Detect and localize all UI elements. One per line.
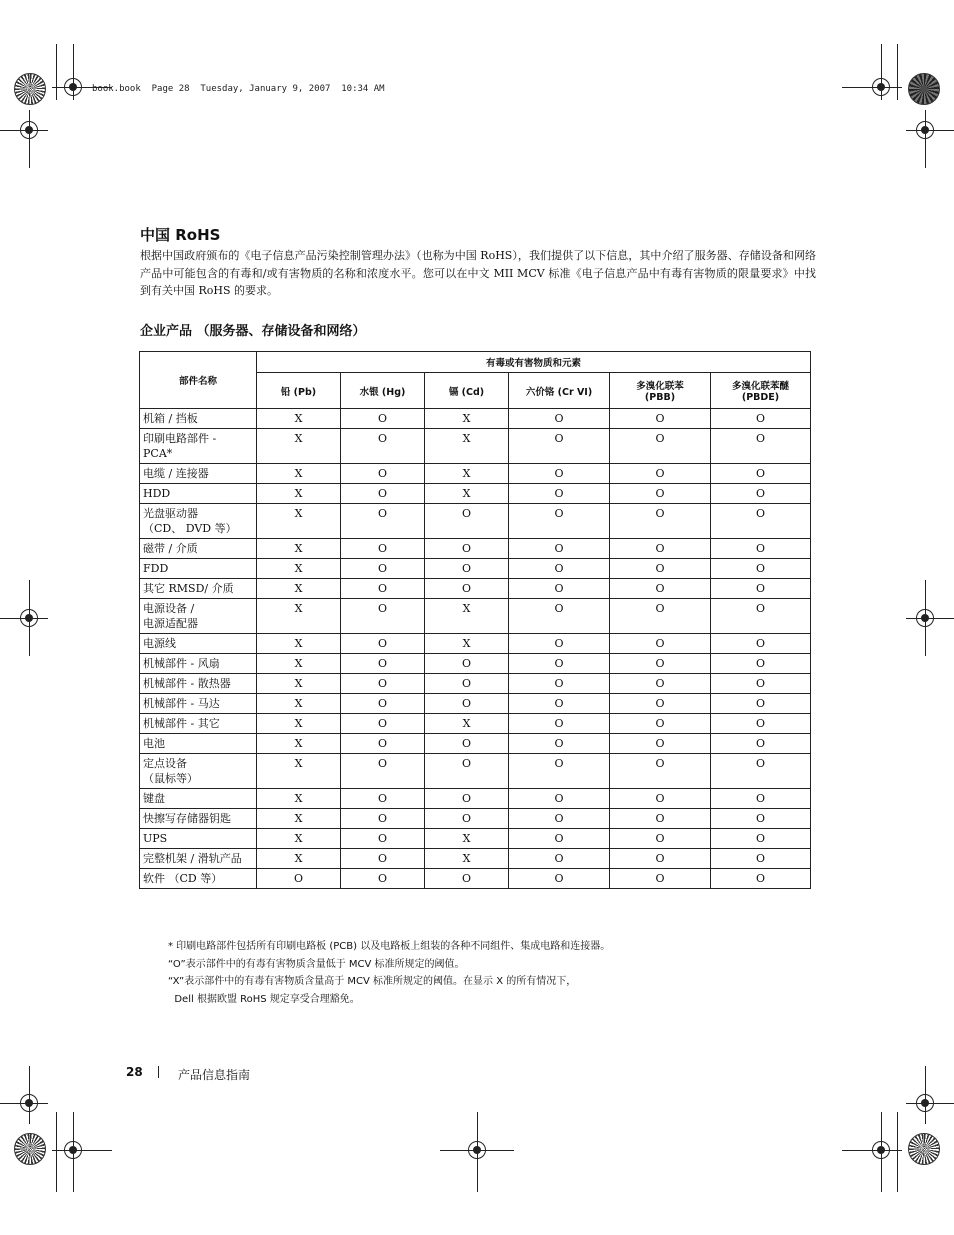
substance-value-cell: X <box>257 734 341 754</box>
substance-value-cell: O <box>711 429 811 464</box>
substance-value-cell: O <box>711 654 811 674</box>
substance-column-header: 铅 (Pb) <box>257 373 341 409</box>
substance-value-cell: O <box>257 869 341 889</box>
substance-value-cell: O <box>341 504 425 539</box>
substance-value-cell: O <box>341 829 425 849</box>
substance-value-cell: O <box>509 694 610 714</box>
substance-value-cell: O <box>341 734 425 754</box>
registration-wheel-icon <box>908 73 940 105</box>
table-row <box>140 734 811 754</box>
table-row <box>140 754 811 789</box>
substance-value-cell: O <box>425 674 509 694</box>
substance-column-header: 水银 (Hg) <box>341 373 425 409</box>
substance-value-cell: O <box>711 754 811 789</box>
substance-value-cell: O <box>610 409 711 429</box>
substance-value-cell: X <box>257 579 341 599</box>
print-header: book.book Page 28 Tuesday, January 9, 2007 10:34 AM <box>92 84 385 94</box>
footnote: “X”表示部件中的有毒有害物质含量高于 MCV 标准所规定的阈值。在显示 X 的所有情况下， <box>168 976 577 987</box>
table-row <box>140 694 811 714</box>
substance-value-cell: O <box>711 789 811 809</box>
substance-value-cell: O <box>425 809 509 829</box>
substance-value-cell: O <box>341 409 425 429</box>
footer-title: 产品信息指南 <box>178 1068 251 1082</box>
substance-value-cell: O <box>610 504 711 539</box>
registration-wheel-icon <box>14 73 46 105</box>
substance-value-cell: O <box>425 539 509 559</box>
footnotes <box>168 938 610 1008</box>
substance-value-cell: O <box>341 559 425 579</box>
substance-value-cell: O <box>341 789 425 809</box>
part-name-cell: FDD <box>140 559 257 579</box>
substance-value-cell: O <box>509 634 610 654</box>
substance-value-cell: O <box>425 869 509 889</box>
substance-value-cell: O <box>711 409 811 429</box>
substance-value-cell: X <box>257 634 341 654</box>
substance-value-cell: O <box>341 869 425 889</box>
part-name-cell: 键盘 <box>140 789 257 809</box>
substance-value-cell: O <box>711 504 811 539</box>
substance-column-header: 六价铬 (Cr VI) <box>509 373 610 409</box>
footnote: Dell 根据欧盟 RoHS 规定享受合理豁免。 <box>168 993 360 1005</box>
table-row <box>140 789 811 809</box>
page-number: 28 <box>126 1065 143 1079</box>
substance-value-cell: O <box>341 634 425 654</box>
part-name-cell: UPS <box>140 829 257 849</box>
substance-value-cell: O <box>610 654 711 674</box>
substance-value-cell: X <box>257 789 341 809</box>
substance-value-cell: O <box>425 789 509 809</box>
substance-value-cell: O <box>341 539 425 559</box>
part-name-cell: 电池 <box>140 734 257 754</box>
substance-value-cell: O <box>509 754 610 789</box>
substance-value-cell: O <box>425 559 509 579</box>
substance-value-cell: O <box>711 829 811 849</box>
substance-value-cell: O <box>509 809 610 829</box>
substance-value-cell: O <box>610 734 711 754</box>
table-row <box>140 504 811 539</box>
substance-value-cell: O <box>509 654 610 674</box>
part-name-cell: 磁带 / 介质 <box>140 539 257 559</box>
section-title: 中国 RoHS <box>140 226 221 244</box>
substance-value-cell: X <box>257 559 341 579</box>
substance-value-cell: O <box>610 829 711 849</box>
part-name-cell: 电源线 <box>140 634 257 654</box>
substance-value-cell: O <box>509 714 610 734</box>
substance-value-cell: O <box>610 849 711 869</box>
substance-value-cell: O <box>509 464 610 484</box>
substance-value-cell: O <box>509 599 610 634</box>
table-row <box>140 579 811 599</box>
substance-value-cell: X <box>425 849 509 869</box>
substance-value-cell: X <box>425 714 509 734</box>
table-row <box>140 829 811 849</box>
substance-value-cell: O <box>341 579 425 599</box>
substance-value-cell: O <box>711 714 811 734</box>
substance-value-cell: O <box>711 674 811 694</box>
substance-value-cell: O <box>711 484 811 504</box>
part-name-cell: 快擦写存储器钥匙 <box>140 809 257 829</box>
table-row <box>140 559 811 579</box>
substance-value-cell: O <box>341 754 425 789</box>
substance-value-cell: O <box>610 809 711 829</box>
registration-wheel-icon <box>14 1133 46 1165</box>
substance-value-cell: O <box>509 539 610 559</box>
table-row <box>140 464 811 484</box>
part-name-header: 部件名称 <box>140 352 257 409</box>
substance-value-cell: O <box>509 869 610 889</box>
footer-divider <box>158 1066 159 1078</box>
substance-value-cell: O <box>341 849 425 869</box>
rohs-table <box>139 351 811 889</box>
part-name-cell: 机箱 / 挡板 <box>140 409 257 429</box>
substance-value-cell: O <box>711 579 811 599</box>
substance-value-cell: O <box>425 504 509 539</box>
substance-value-cell: O <box>711 734 811 754</box>
substance-value-cell: O <box>711 464 811 484</box>
substance-value-cell: O <box>509 849 610 869</box>
substance-value-cell: X <box>425 829 509 849</box>
substance-value-cell: O <box>425 654 509 674</box>
substance-value-cell: O <box>711 694 811 714</box>
part-name-cell: 机械部件 - 马达 <box>140 694 257 714</box>
substance-value-cell: O <box>711 634 811 654</box>
table-row <box>140 484 811 504</box>
part-name-cell: 电缆 / 连接器 <box>140 464 257 484</box>
substance-value-cell: O <box>509 484 610 504</box>
substance-value-cell: O <box>610 789 711 809</box>
substance-value-cell: O <box>610 754 711 789</box>
substance-value-cell: X <box>257 484 341 504</box>
part-name-cell: 软件 （CD 等） <box>140 869 257 889</box>
substance-value-cell: X <box>425 599 509 634</box>
substance-value-cell: X <box>257 754 341 789</box>
part-name-cell: 机械部件 - 其它 <box>140 714 257 734</box>
part-name-cell: 完整机架 / 滑轨产品 <box>140 849 257 869</box>
substance-value-cell: O <box>341 429 425 464</box>
substance-value-cell: O <box>610 714 711 734</box>
substance-value-cell: X <box>257 504 341 539</box>
substance-value-cell: X <box>425 409 509 429</box>
substance-value-cell: O <box>509 504 610 539</box>
substance-value-cell: X <box>257 829 341 849</box>
substance-value-cell: O <box>425 754 509 789</box>
footnote: “O”表示部件中的有毒有害物质含量低于 MCV 标准所规定的阈值。 <box>168 958 465 970</box>
footnote: * 印刷电路部件包括所有印刷电路板 (PCB) 以及电路板上组装的各种不同组件、集成电路和连接器。 <box>168 941 611 952</box>
table-row <box>140 599 811 634</box>
substance-value-cell: O <box>341 809 425 829</box>
registration-wheel-icon <box>908 1133 940 1165</box>
part-name-cell: 机械部件 - 风扇 <box>140 654 257 674</box>
substance-value-cell: O <box>610 559 711 579</box>
part-name-cell: 其它 RMSD/ 介质 <box>140 579 257 599</box>
substance-value-cell: O <box>610 599 711 634</box>
substance-value-cell: O <box>509 429 610 464</box>
table-row <box>140 539 811 559</box>
table-row <box>140 809 811 829</box>
table-row <box>140 674 811 694</box>
substance-value-cell: O <box>509 579 610 599</box>
substance-value-cell: O <box>341 464 425 484</box>
substance-value-cell: X <box>257 464 341 484</box>
part-name-cell: 机械部件 - 散热器 <box>140 674 257 694</box>
substance-value-cell: X <box>425 484 509 504</box>
substance-value-cell: X <box>257 694 341 714</box>
substance-value-cell: O <box>425 694 509 714</box>
substance-value-cell: O <box>711 539 811 559</box>
intro-paragraph: 根据中国政府颁布的《电子信息产品污染控制管理办法》（也称为中国 RoHS），我们提供了以下信息，其中介绍了服务器、存储设备和网络产品中可能包含的有毒和/或有害物质的名称和浓度水平。您可以在中文 MII MCV 标准《电子信息产品中有毒有害物质的限量要求》中找到有关中国 RoHS 的要求。 <box>140 249 816 297</box>
substance-value-cell: O <box>610 694 711 714</box>
table-subheading: 企业产品 （服务器、存储设备和网络） <box>140 324 366 339</box>
table-row <box>140 654 811 674</box>
substance-value-cell: O <box>341 599 425 634</box>
substance-value-cell: O <box>509 734 610 754</box>
substance-value-cell: O <box>711 599 811 634</box>
table-row <box>140 429 811 464</box>
part-name-cell: 定点设备 （鼠标等） <box>140 754 257 789</box>
substance-value-cell: X <box>257 674 341 694</box>
substance-value-cell: X <box>425 464 509 484</box>
table-row <box>140 869 811 889</box>
substance-value-cell: O <box>509 409 610 429</box>
substance-value-cell: O <box>610 429 711 464</box>
substance-value-cell: O <box>425 734 509 754</box>
substance-value-cell: O <box>610 464 711 484</box>
substance-column-header: 多溴化联苯醚 (PBDE) <box>711 373 811 409</box>
substance-value-cell: O <box>711 869 811 889</box>
substance-column-header: 镉 (Cd) <box>425 373 509 409</box>
substance-value-cell: X <box>257 809 341 829</box>
substance-column-header: 多溴化联苯 (PBB) <box>610 373 711 409</box>
substance-value-cell: O <box>341 694 425 714</box>
substance-value-cell: X <box>425 429 509 464</box>
substance-value-cell: O <box>610 539 711 559</box>
part-name-cell: HDD <box>140 484 257 504</box>
substances-group-header: 有毒或有害物质和元素 <box>257 352 811 373</box>
substance-value-cell: X <box>257 409 341 429</box>
part-name-cell: 电源设备 / 电源适配器 <box>140 599 257 634</box>
substance-value-cell: X <box>257 599 341 634</box>
table-row <box>140 714 811 734</box>
substance-value-cell: X <box>257 849 341 869</box>
substance-value-cell: X <box>257 654 341 674</box>
substance-value-cell: X <box>425 634 509 654</box>
substance-value-cell: O <box>711 849 811 869</box>
table-row <box>140 849 811 869</box>
substance-value-cell: O <box>341 654 425 674</box>
substance-value-cell: O <box>610 674 711 694</box>
substance-value-cell: X <box>257 539 341 559</box>
substance-value-cell: O <box>711 809 811 829</box>
substance-value-cell: O <box>509 674 610 694</box>
substance-value-cell: O <box>341 484 425 504</box>
substance-value-cell: O <box>425 579 509 599</box>
substance-value-cell: O <box>610 484 711 504</box>
part-name-cell: 印刷电路部件 - PCA* <box>140 429 257 464</box>
substance-value-cell: O <box>509 829 610 849</box>
substance-value-cell: O <box>509 559 610 579</box>
substance-value-cell: X <box>257 714 341 734</box>
substance-value-cell: O <box>509 789 610 809</box>
substance-value-cell: O <box>610 634 711 654</box>
part-name-cell: 光盘驱动器 （CD、 DVD 等） <box>140 504 257 539</box>
table-row <box>140 409 811 429</box>
substance-value-cell: O <box>341 674 425 694</box>
substance-value-cell: X <box>257 429 341 464</box>
substance-value-cell: O <box>711 559 811 579</box>
substance-value-cell: O <box>610 869 711 889</box>
substance-value-cell: O <box>341 714 425 734</box>
table-row <box>140 634 811 654</box>
substance-value-cell: O <box>610 579 711 599</box>
